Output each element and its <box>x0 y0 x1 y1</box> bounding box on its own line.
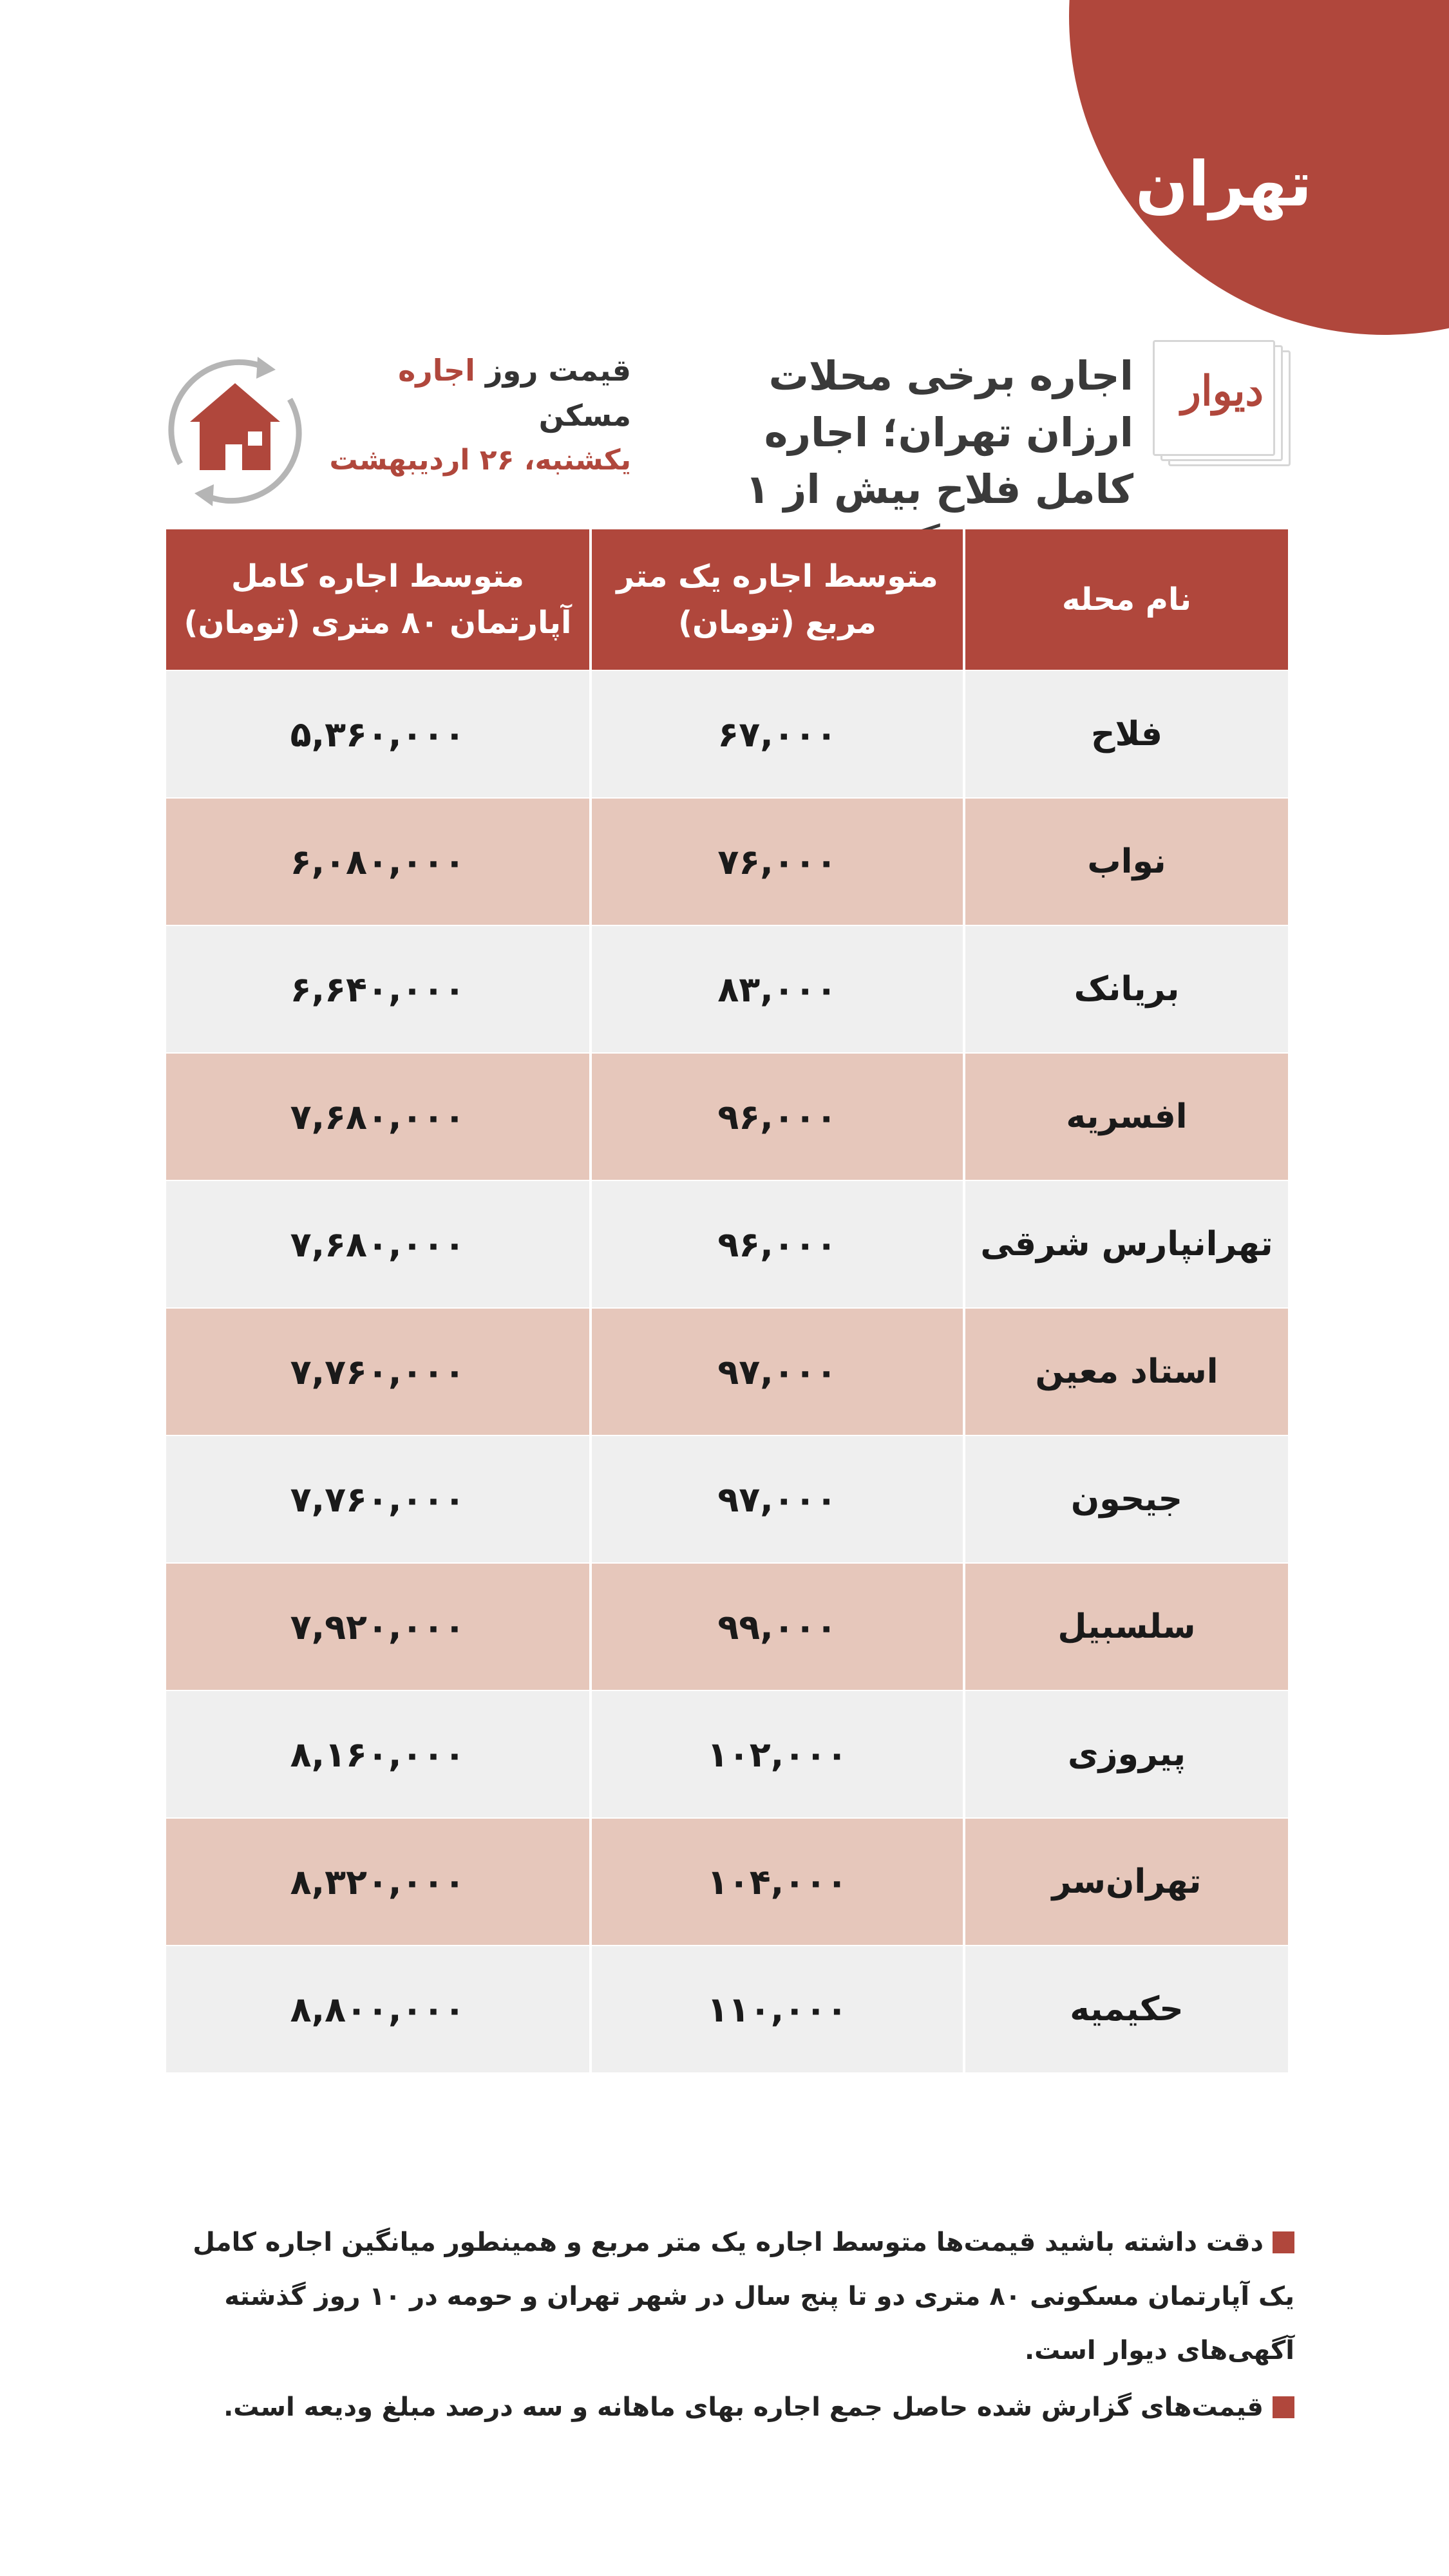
cell-neighborhood: افسریه <box>963 1052 1288 1180</box>
cell-neighborhood: استاد معین <box>963 1307 1288 1435</box>
cell-per-sqm: ۶۷,۰۰۰ <box>589 670 963 797</box>
cell-per-sqm: ۹۶,۰۰۰ <box>589 1052 963 1180</box>
table-row <box>166 797 1288 925</box>
cell-neighborhood: حکیمیه <box>963 1945 1288 2072</box>
table-row <box>166 1435 1288 1562</box>
cell-per-sqm: ۱۱۰,۰۰۰ <box>589 1945 963 2072</box>
headline: اجاره برخی محلات ارزان تهران؛ اجاره کامل فلاح بیش از ۱ <box>745 352 1133 513</box>
footnote-text: دقت داشته باشید قیمت‌ها متوسط اجاره یک متر مربع و همینطور میانگین اجاره کامل یک آپارتمان مسکونی ۸۰ متری دو تا پنج سال در شهر تهران و حومه در ۱۰ روز گذشته آگهی‌های دیوار است. <box>193 2228 1294 2365</box>
price-badge-date: یکشنبه، ۲۶ اردیبهشت <box>329 444 631 477</box>
table-row <box>166 1307 1288 1435</box>
square-bullet-icon <box>1273 2396 1294 2418</box>
table-row <box>166 1180 1288 1307</box>
cell-full-apartment: ۷,۹۲۰,۰۰۰ <box>166 1562 589 1690</box>
cell-neighborhood: تهران‌سر <box>963 1817 1288 1945</box>
divar-logo <box>1153 340 1294 469</box>
cell-neighborhood: بریانک <box>963 925 1288 1052</box>
cell-full-apartment: ۸,۱۶۰,۰۰۰ <box>166 1690 589 1817</box>
cell-per-sqm: ۸۳,۰۰۰ <box>589 925 963 1052</box>
header-full-apartment: متوسط اجاره کامل آپارتمان ۸۰ متری (تومان) <box>166 529 589 670</box>
footnote-item <box>187 2380 1294 2434</box>
cell-full-apartment: ۸,۳۲۰,۰۰۰ <box>166 1817 589 1945</box>
cell-neighborhood: پیروزی <box>963 1690 1288 1817</box>
footnote-text: قیمت‌های گزارش شده حاصل جمع اجاره بهای ماهانه و سه درصد مبلغ ودیعه است. <box>223 2392 1264 2422</box>
cell-full-apartment: ۷,۶۸۰,۰۰۰ <box>166 1052 589 1180</box>
table-row <box>166 1052 1288 1180</box>
cell-neighborhood: نواب <box>963 797 1288 925</box>
cell-per-sqm: ۹۷,۰۰۰ <box>589 1435 963 1562</box>
logo-text: دیوار <box>1180 367 1264 415</box>
price-badge-accent: اجاره <box>398 353 475 388</box>
cell-full-apartment: ۷,۶۸۰,۰۰۰ <box>166 1180 589 1307</box>
house-refresh-icon <box>155 341 316 522</box>
cell-full-apartment: ۶,۶۴۰,۰۰۰ <box>166 925 589 1052</box>
price-badge-title <box>322 348 631 438</box>
table-row <box>166 670 1288 797</box>
cell-neighborhood: سلسبیل <box>963 1562 1288 1690</box>
price-badge-prefix: قیمت روز <box>485 353 631 388</box>
price-badge <box>322 348 631 483</box>
cell-neighborhood: جیحون <box>963 1435 1288 1562</box>
cell-per-sqm: ۷۶,۰۰۰ <box>589 797 963 925</box>
table-row <box>166 1690 1288 1817</box>
cell-per-sqm: ۹۷,۰۰۰ <box>589 1307 963 1435</box>
table-row <box>166 1945 1288 2072</box>
cell-full-apartment: ۸,۸۰۰,۰۰۰ <box>166 1945 589 2072</box>
cell-full-apartment: ۵,۳۶۰,۰۰۰ <box>166 670 589 797</box>
table-row <box>166 1562 1288 1690</box>
table-row <box>166 925 1288 1052</box>
rent-table <box>166 529 1288 2072</box>
cell-neighborhood: تهرانپارس شرقی <box>963 1180 1288 1307</box>
table-header <box>166 529 1288 670</box>
header-neighborhood: نام محله <box>963 529 1288 670</box>
cell-per-sqm: ۱۰۲,۰۰۰ <box>589 1690 963 1817</box>
cell-full-apartment: ۶,۰۸۰,۰۰۰ <box>166 797 589 925</box>
cell-per-sqm: ۹۹,۰۰۰ <box>589 1562 963 1690</box>
table-row <box>166 1817 1288 1945</box>
cell-per-sqm: ۹۶,۰۰۰ <box>589 1180 963 1307</box>
header-per-sqm: متوسط اجاره یک متر مربع (تومان) <box>589 529 963 670</box>
square-bullet-icon <box>1273 2231 1294 2253</box>
cell-full-apartment: ۷,۷۶۰,۰۰۰ <box>166 1307 589 1435</box>
footnote-item <box>187 2215 1294 2378</box>
footnotes <box>187 2215 1294 2437</box>
cell-neighborhood: فلاح <box>963 670 1288 797</box>
cell-per-sqm: ۱۰۴,۰۰۰ <box>589 1817 963 1945</box>
price-badge-suffix: مسکن <box>538 398 631 433</box>
city-title: تهران <box>1135 148 1312 220</box>
cell-full-apartment: ۷,۷۶۰,۰۰۰ <box>166 1435 589 1562</box>
